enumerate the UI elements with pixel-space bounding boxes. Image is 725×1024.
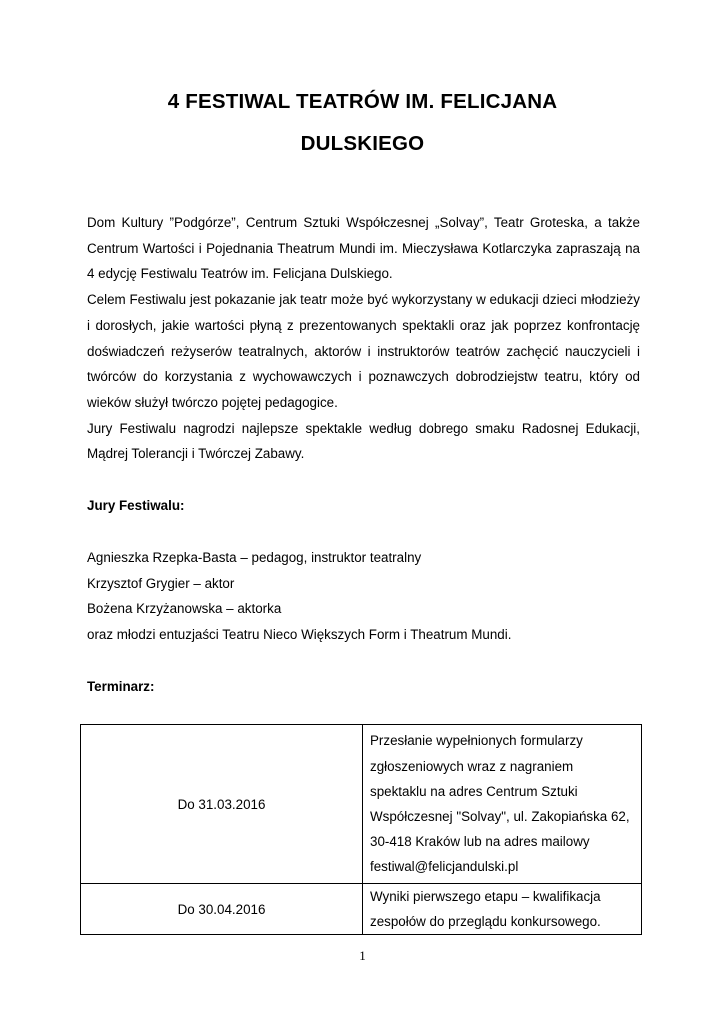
jury-member: oraz młodzi entuzjaści Teatru Nieco Większych Form i Theatrum Mundi.: [87, 627, 512, 643]
jury-award-paragraph: Jury Festiwalu nagrodzi najlepsze spektakle według dobrego smaku Radosnej Edukacji, Mądrej Tolerancji i Twórczej Zabawy.: [87, 420, 640, 462]
schedule-description: Wyniki pierwszego etapu – kwalifikacja zespołów do przeglądu konkursowego.: [363, 884, 642, 935]
jury-member: Krzysztof Grygier – aktor: [87, 575, 235, 591]
jury-list: [87, 545, 647, 648]
goal-paragraph: Celem Festiwalu jest pokazanie jak teatr może być wykorzystany w edukacji dzieci młodzieży i dorosłych, jakie wartości płyną z prezentowanych spektakli oraz jak poprzez konfrontację doświadczeń reżyserów teatralnych, aktorów i instruktorów teatrów zachęcić nauczycieli i twórców do korzystania z wychowawczych i poznawczych dobrodziejstw teatru, który od wieków służył twórczo pojętej pedagogice.: [87, 292, 640, 410]
title-line-1: 4 FESTIWAL TEATRÓW IM. FELICJANA: [167, 90, 558, 113]
table-row: [81, 884, 642, 935]
page-number: 1: [359, 948, 366, 963]
jury-member: Agnieszka Rzepka-Basta – pedagog, instruktor teatralny: [87, 550, 422, 565]
jury-heading: Jury Festiwalu:: [87, 498, 185, 513]
intro-section: [87, 210, 640, 467]
schedule-date: Do 31.03.2016: [81, 725, 363, 884]
schedule-table: [80, 724, 642, 935]
schedule-description: Przesłanie wypełnionych formularzy zgłoszeniowych wraz z nagraniem spektaklu na adres Centrum Sztuki Współczesnej "Solvay", ul. Zakopiańska 62, 30-418 Kraków lub na adres mailowy festiwal@felicjandulski.pl: [363, 725, 642, 884]
title-line-2: DULSKIEGO: [300, 132, 425, 155]
table-row: [81, 725, 642, 884]
intro-paragraph: Dom Kultury ”Podgórze”, Centrum Sztuki Współczesnej „Solvay”, Teatr Groteska, a także Centrum Wartości i Pojednania Theatrum Mundi im. Mieczysława Kotlarczyka zapraszają na 4 edycję Festiwalu Teatrów im. Felicjana Dulskiego.: [87, 215, 640, 282]
jury-member: Bożena Krzyżanowska – aktorka: [87, 601, 282, 617]
schedule-heading: Terminarz:: [87, 679, 155, 694]
schedule-date: Do 30.04.2016: [81, 884, 363, 935]
